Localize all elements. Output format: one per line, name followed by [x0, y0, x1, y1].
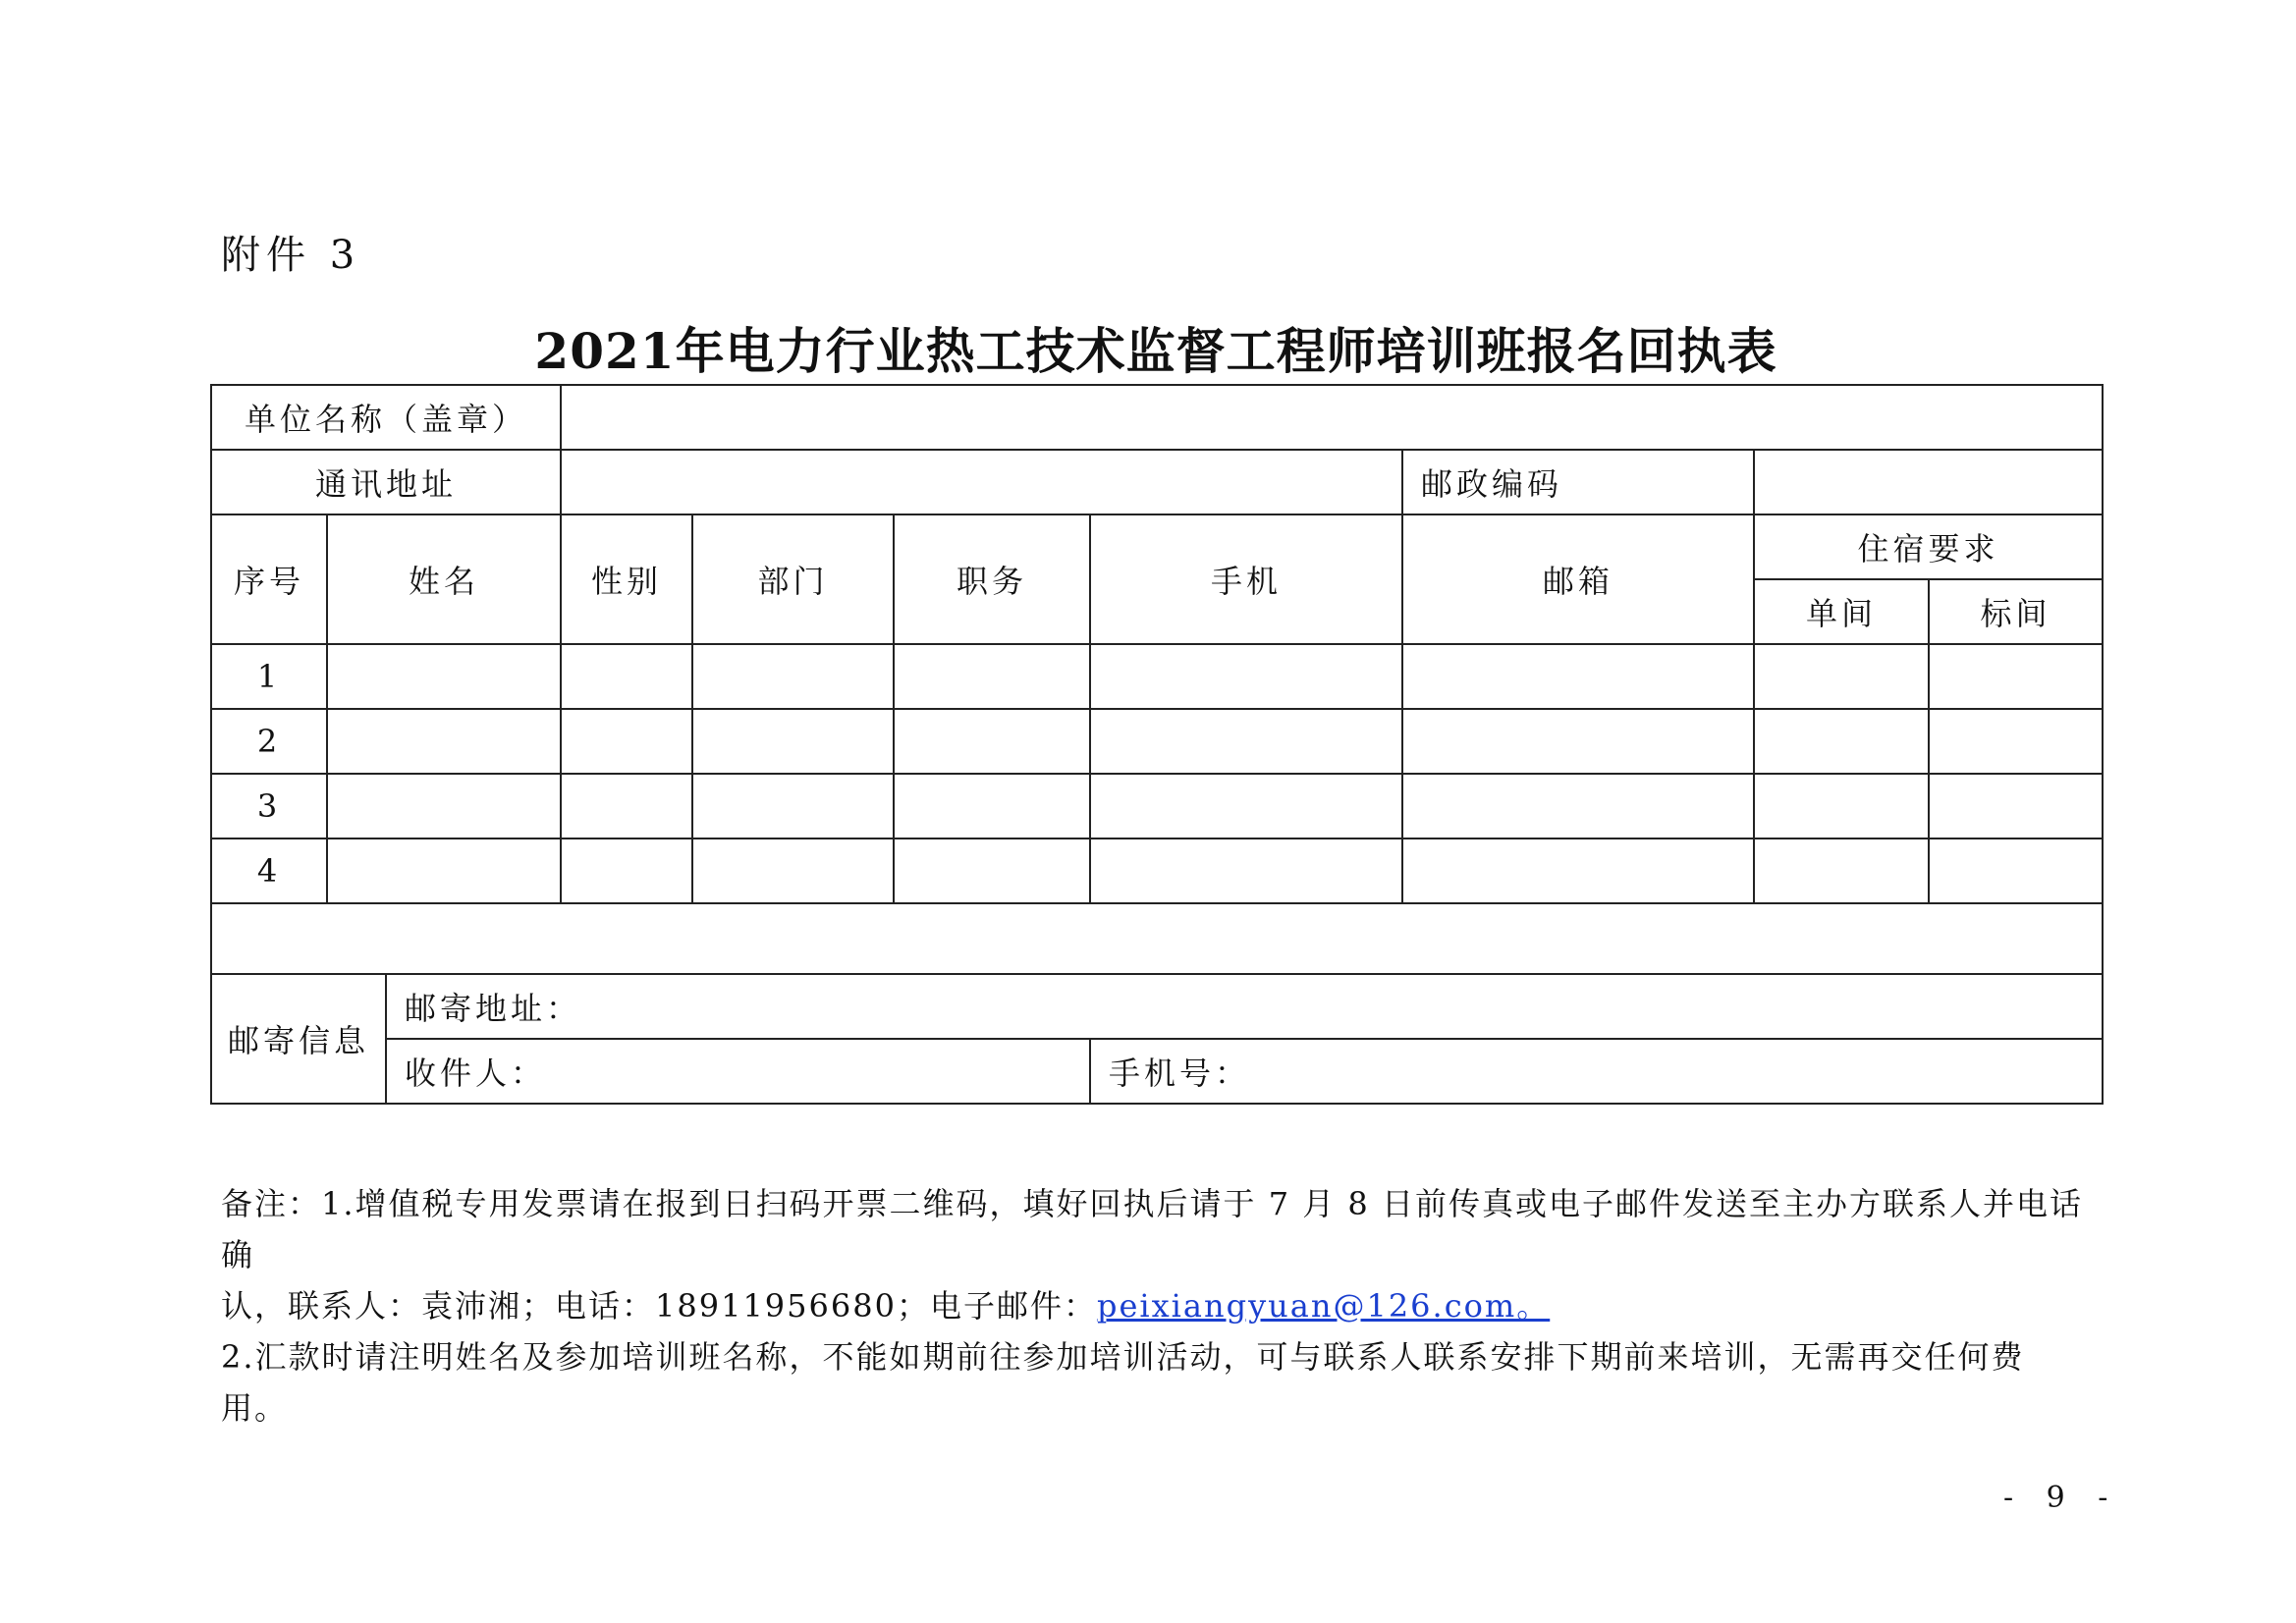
- header-mobile: 手机: [1090, 514, 1402, 644]
- header-position: 职务: [894, 514, 1090, 644]
- address-label: 通讯地址: [211, 450, 561, 514]
- phone-field[interactable]: 手机号：: [1090, 1039, 2103, 1104]
- address-row: [211, 450, 2103, 514]
- unit-name-field[interactable]: [561, 385, 2103, 450]
- position-cell[interactable]: [894, 644, 1090, 709]
- note-line-2: [221, 1280, 2087, 1331]
- position-cell[interactable]: [894, 774, 1090, 839]
- standard-room-cell[interactable]: [1929, 644, 2103, 709]
- note-line-2-text: 认，联系人：袁沛湘；电话：18911956680；电子邮件：: [221, 1287, 1097, 1325]
- position-cell[interactable]: [894, 709, 1090, 774]
- address-field[interactable]: [561, 450, 1402, 514]
- gender-cell[interactable]: [561, 709, 692, 774]
- row-number: 3: [211, 774, 327, 839]
- contact-email-link[interactable]: peixiangyuan@126.com。: [1096, 1287, 1551, 1325]
- header-standard-room: 标间: [1929, 579, 2103, 644]
- row-number: 4: [211, 839, 327, 903]
- department-cell[interactable]: [692, 774, 894, 839]
- blank-row: [211, 903, 2103, 974]
- postal-code-label: 邮政编码: [1402, 450, 1754, 514]
- note-line-1: 备注：1.增值税专用发票请在报到日扫码开票二维码，填好回执后请于 7 月 8 日前传真或电子邮件发送至主办方联系人并电话确: [221, 1185, 2083, 1273]
- gender-cell[interactable]: [561, 644, 692, 709]
- single-room-cell[interactable]: [1754, 644, 1929, 709]
- recipient-row: [211, 1039, 2103, 1104]
- email-cell[interactable]: [1402, 839, 1754, 903]
- unit-name-label: 单位名称（盖章）: [211, 385, 561, 450]
- header-email: 邮箱: [1402, 514, 1754, 644]
- standard-room-cell[interactable]: [1929, 709, 2103, 774]
- note-line-3: 2.汇款时请注明姓名及参加培训班名称，不能如期前往参加培训活动，可与联系人联系安排下期前来培训，无需再交任何费用。: [221, 1338, 2025, 1427]
- single-room-cell[interactable]: [1754, 839, 1929, 903]
- row-number: 2: [211, 709, 327, 774]
- header-accommodation: 住宿要求: [1754, 514, 2103, 579]
- mailing-address-field[interactable]: 邮寄地址：: [386, 974, 2103, 1039]
- table-row: [211, 839, 2103, 903]
- name-cell[interactable]: [327, 839, 561, 903]
- mailing-address-row: [211, 974, 2103, 1039]
- notes-section: [221, 1178, 2087, 1434]
- header-row: [211, 514, 2103, 579]
- header-gender: 性别: [561, 514, 692, 644]
- department-cell[interactable]: [692, 644, 894, 709]
- mailing-info-label: 邮寄信息: [211, 974, 386, 1104]
- single-room-cell[interactable]: [1754, 709, 1929, 774]
- page-number: - 9 -: [2003, 1481, 2120, 1515]
- blank-cell[interactable]: [211, 903, 2103, 974]
- table-row: [211, 709, 2103, 774]
- name-cell[interactable]: [327, 774, 561, 839]
- department-cell[interactable]: [692, 709, 894, 774]
- email-cell[interactable]: [1402, 644, 1754, 709]
- standard-room-cell[interactable]: [1929, 774, 2103, 839]
- mobile-cell[interactable]: [1090, 774, 1402, 839]
- email-cell[interactable]: [1402, 774, 1754, 839]
- email-cell[interactable]: [1402, 709, 1754, 774]
- gender-cell[interactable]: [561, 774, 692, 839]
- header-name: 姓名: [327, 514, 561, 644]
- mobile-cell[interactable]: [1090, 839, 1402, 903]
- name-cell[interactable]: [327, 644, 561, 709]
- standard-room-cell[interactable]: [1929, 839, 2103, 903]
- name-cell[interactable]: [327, 709, 561, 774]
- mobile-cell[interactable]: [1090, 644, 1402, 709]
- attachment-label: 附件 3: [221, 233, 361, 278]
- gender-cell[interactable]: [561, 839, 692, 903]
- row-number: 1: [211, 644, 327, 709]
- unit-name-row: [211, 385, 2103, 450]
- registration-form-table: [210, 384, 2104, 1105]
- page-title: 2021年电力行业热工技术监督工程师培训班报名回执表: [534, 322, 1777, 380]
- postal-code-field[interactable]: [1754, 450, 2103, 514]
- position-cell[interactable]: [894, 839, 1090, 903]
- recipient-field[interactable]: 收件人：: [386, 1039, 1090, 1104]
- header-single-room: 单间: [1754, 579, 1929, 644]
- department-cell[interactable]: [692, 839, 894, 903]
- single-room-cell[interactable]: [1754, 774, 1929, 839]
- table-row: [211, 774, 2103, 839]
- table-row: [211, 644, 2103, 709]
- header-department: 部门: [692, 514, 894, 644]
- mobile-cell[interactable]: [1090, 709, 1402, 774]
- header-seq: 序号: [211, 514, 327, 644]
